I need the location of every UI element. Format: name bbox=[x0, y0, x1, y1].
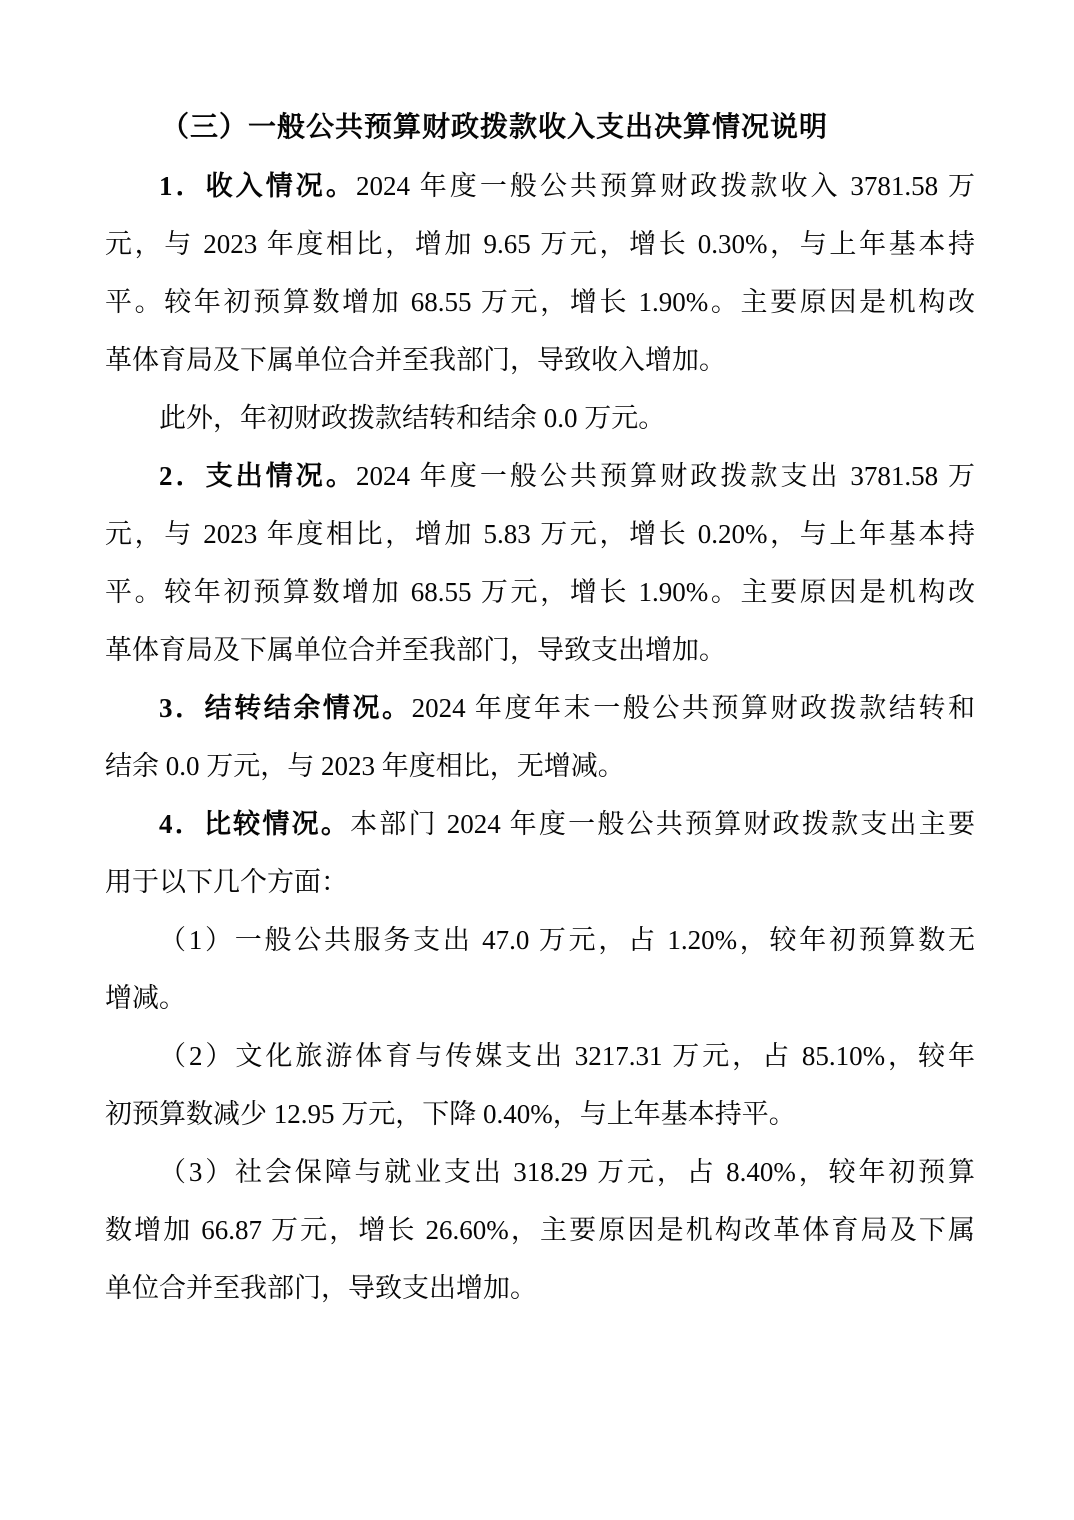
text-run: 增减。 bbox=[105, 983, 186, 1013]
text-run: 2024 年度年末一般公共预算财政拨款结转和 bbox=[411, 693, 976, 723]
text-line bbox=[105, 447, 975, 505]
text-line bbox=[105, 795, 975, 853]
text-line bbox=[105, 911, 975, 969]
text-line bbox=[105, 389, 975, 447]
text-run: 初预算数减少 12.95 万元，下降 0.40%，与上年基本持平。 bbox=[105, 1099, 796, 1129]
text-line bbox=[105, 331, 975, 389]
text-run: （2）文化旅游体育与传媒支出 3217.31 万元，占 85.10%，较年 bbox=[159, 1041, 975, 1071]
text-run: 平。较年初预算数增加 68.55 万元，增长 1.90%。主要原因是机构改 bbox=[105, 577, 975, 607]
text-line bbox=[105, 505, 975, 563]
text-line bbox=[105, 563, 975, 621]
text-run: 平。较年初预算数增加 68.55 万元，增长 1.90%。主要原因是机构改 bbox=[105, 287, 975, 317]
text-run: 元，与 2023 年度相比，增加 5.83 万元，增长 0.20%，与上年基本持 bbox=[105, 519, 975, 549]
text-run: 本部门 2024 年度一般公共预算财政拨款支出主要 bbox=[350, 809, 976, 839]
text-run: 结余 0.0 万元，与 2023 年度相比，无增减。 bbox=[105, 751, 625, 781]
text-run: 2024 年度一般公共预算财政拨款支出 3781.58 万 bbox=[355, 461, 975, 491]
text-line bbox=[105, 737, 975, 795]
text-run: 2024 年度一般公共预算财政拨款收入 3781.58 万 bbox=[355, 171, 975, 201]
text-line bbox=[105, 853, 975, 911]
bold-text-run: 2．支出情况。 bbox=[159, 461, 356, 491]
text-line bbox=[105, 1201, 975, 1259]
section-heading bbox=[105, 99, 975, 157]
bold-text-run: 1．收入情况。 bbox=[159, 171, 356, 201]
text-line bbox=[105, 1143, 975, 1201]
text-line bbox=[105, 1027, 975, 1085]
text-run: 数增加 66.87 万元，增长 26.60%，主要原因是机构改革体育局及下属 bbox=[105, 1215, 975, 1245]
text-run: 单位合并至我部门，导致支出增加。 bbox=[105, 1273, 537, 1303]
text-run: 此外，年初财政拨款结转和结余 0.0 万元。 bbox=[159, 403, 666, 433]
text-line bbox=[105, 621, 975, 679]
text-line bbox=[105, 157, 975, 215]
bold-text-run: 4．比较情况。 bbox=[159, 809, 351, 839]
bold-text-run: （三）一般公共预算财政拨款收入支出决算情况说明 bbox=[161, 112, 829, 143]
text-line bbox=[105, 969, 975, 1027]
text-run: （3）社会保障与就业支出 318.29 万元，占 8.40%，较年初预算 bbox=[159, 1157, 975, 1187]
text-line bbox=[105, 1085, 975, 1143]
text-run: 元，与 2023 年度相比，增加 9.65 万元，增长 0.30%，与上年基本持 bbox=[105, 229, 975, 259]
text-run: 革体育局及下属单位合并至我部门，导致支出增加。 bbox=[105, 635, 726, 665]
text-run: 用于以下几个方面： bbox=[105, 867, 348, 897]
text-run: 革体育局及下属单位合并至我部门，导致收入增加。 bbox=[105, 345, 726, 375]
text-line bbox=[105, 1259, 975, 1317]
bold-text-run: 3．结转结余情况。 bbox=[159, 693, 412, 723]
text-line bbox=[105, 273, 975, 331]
text-line bbox=[105, 215, 975, 273]
text-run: （1）一般公共服务支出 47.0 万元，占 1.20%，较年初预算数无 bbox=[159, 925, 975, 955]
document-body bbox=[105, 99, 975, 1317]
text-line bbox=[105, 679, 975, 737]
